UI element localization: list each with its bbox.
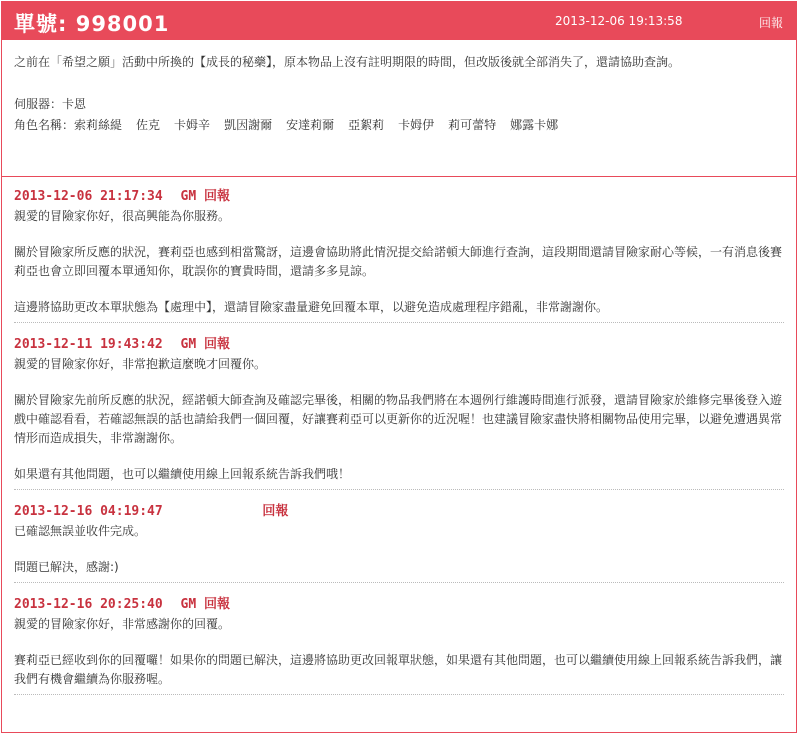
- reply-time: 2013-12-16 20:25:40: [14, 597, 163, 612]
- reply-item: [2, 323, 796, 490]
- ticket-panel: [1, 1, 797, 733]
- reply-item: [2, 490, 796, 583]
- reply-header: [14, 335, 784, 355]
- character-list: [14, 115, 784, 136]
- characters-label: 角色名稱：: [14, 118, 75, 132]
- reply-paragraph: 這邊將協助更改本單狀態為【處理中】，還請冒險家盡量避免回覆本單，以避免造成處理程序錯亂，非常謝謝你。: [14, 300, 609, 314]
- reply-link[interactable]: 回報: [759, 16, 784, 30]
- character-name: 索莉絲緹: [74, 118, 123, 132]
- character-name: 娜露卡娜: [510, 118, 559, 132]
- ticket-number: 單號: 998001: [14, 12, 170, 36]
- reply-header: [14, 187, 784, 207]
- reply-paragraph: 親愛的冒險家你好，很高興能為你服務。: [14, 209, 231, 223]
- reply-divider: [14, 694, 784, 695]
- reply-header: [14, 502, 784, 522]
- reply-header: [14, 595, 784, 615]
- reply-item: [2, 177, 796, 323]
- reply-paragraph: 親愛的冒險家你好，非常抱歉這麼晚才回覆你。: [14, 357, 267, 371]
- reply-paragraph: 問題已解決，感謝:): [14, 560, 119, 574]
- character-name: 莉可蕾特: [448, 118, 497, 132]
- reply-author: GM: [180, 337, 197, 352]
- reply-tag[interactable]: 回報: [262, 504, 289, 519]
- server-line: 伺服器：卡恩: [14, 97, 87, 111]
- question-text: 之前在「希望之願」活動中所換的【成長的秘藥】，原本物品上沒有註明期限的時間，但改版後就全部消失了，還請協助查詢。: [14, 55, 681, 69]
- character-name: 卡姆伊: [398, 118, 435, 132]
- reply-paragraph: 親愛的冒險家你好，非常感謝你的回覆。: [14, 617, 231, 631]
- reply-time: 2013-12-06 21:17:34: [14, 189, 163, 204]
- ticket-header: [2, 2, 796, 40]
- reply-tag[interactable]: 回報: [204, 189, 231, 204]
- reply-time: 2013-12-11 19:43:42: [14, 337, 163, 352]
- reply-tag[interactable]: 回報: [204, 337, 231, 352]
- character-name: 安達莉爾: [286, 118, 335, 132]
- reply-paragraph: 關於冒險家先前所反應的狀況，經諾頓大師查詢及確認完畢後，相關的物品我們將在本週例行維護時間進行派發，還請冒險家於維修完畢後登入遊戲中確認看看，若確認無誤的話也請給我們一個回覆，好讓賽莉亞可以更新你的近況喔！也建議冒險家盡快將相關物品使用完畢，以避免遭遇異常情形而造成損失，非常謝謝你。: [14, 393, 783, 445]
- reply-time: 2013-12-16 04:19:47: [14, 504, 163, 519]
- question-body: [2, 40, 796, 176]
- reply-paragraph: 如果還有其他問題，也可以繼續使用線上回報系統告訴我們哦！: [14, 467, 351, 481]
- reply-paragraph: 關於冒險家所反應的狀況，賽莉亞也感到相當驚訝，這邊會協助將此情況提交給諾頓大師進行查詢，這段期間還請冒險家耐心等候，一有消息後賽莉亞也會立即回覆本單通知你，耽誤你的寶貴時間，還請多多見諒。: [14, 245, 783, 278]
- reply-tag[interactable]: 回報: [204, 597, 231, 612]
- character-name: 亞絮莉: [348, 118, 385, 132]
- reply-author: GM: [180, 597, 197, 612]
- reply-paragraph: 賽莉亞已經收到你的回覆囉！如果你的問題已解決，這邊將協助更改回報單狀態，如果還有其他問題，也可以繼續使用線上回報系統告訴我們，讓我們有機會繼續為你服務喔。: [14, 653, 783, 686]
- reply-item: [2, 583, 796, 695]
- character-name: 凱因謝爾: [224, 118, 273, 132]
- ticket-timestamp: 2013-12-06 19:13:58: [555, 14, 683, 28]
- reply-paragraph: 已確認無誤並收件完成。: [14, 524, 147, 538]
- character-name: 卡姆辛: [174, 118, 211, 132]
- character-name: 佐克: [136, 118, 161, 132]
- reply-author: GM: [180, 189, 197, 204]
